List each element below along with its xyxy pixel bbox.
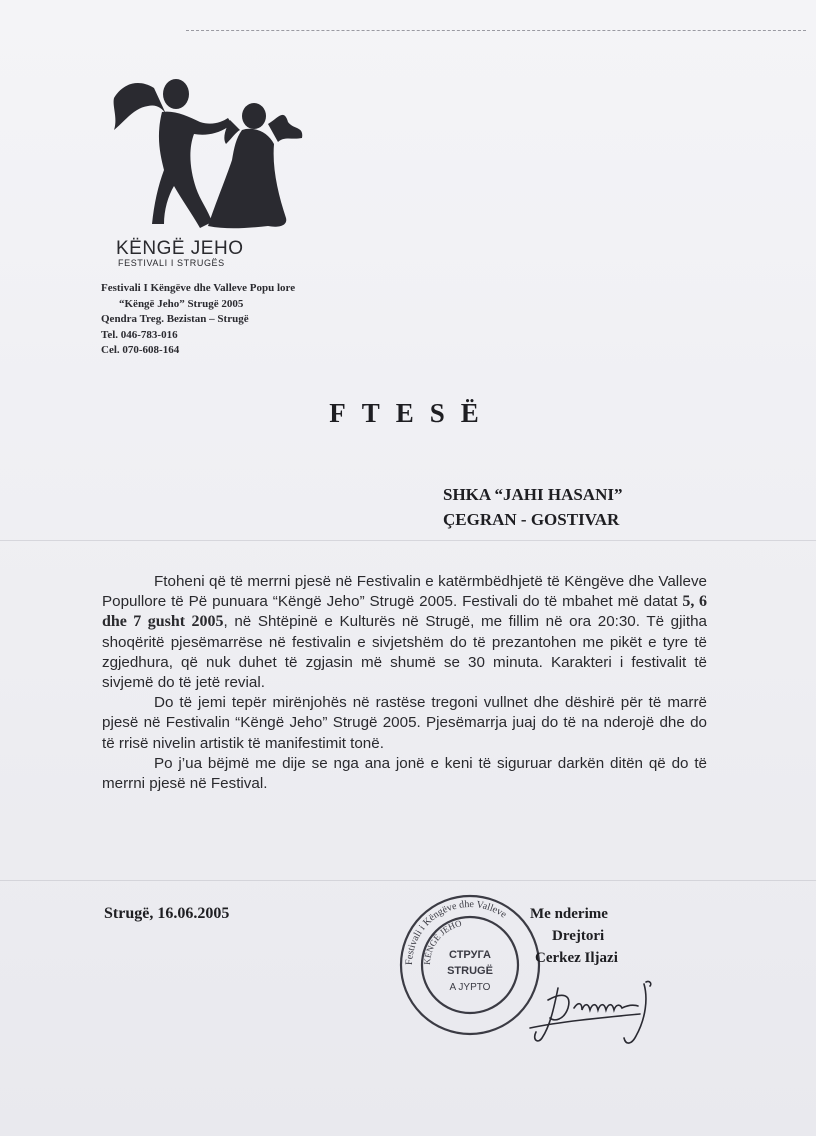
letterhead-phone: Tel. 046-783-016 <box>101 328 178 341</box>
signatory-title: Drejtori <box>552 928 605 944</box>
handwritten-signature-icon <box>528 978 678 1050</box>
stamp-outer-text: Festivali i Këngëve dhe Valleve <box>403 898 509 966</box>
recipient-location: ÇEGRAN - GOSTIVAR <box>443 510 620 529</box>
stamp-center-top: СТРУГА <box>449 949 491 961</box>
letterhead-line: Qendra Treg. Bezistan – Strugë <box>101 313 249 325</box>
paper-fold-line <box>0 880 816 881</box>
logo-subtitle: FESTIVALI I STRUGËS <box>118 258 225 268</box>
letter-body <box>102 572 707 794</box>
letterhead-mobile: Cel. 070-608-164 <box>101 344 180 356</box>
body-paragraph <box>102 572 707 693</box>
letterhead-line: “Këngë Jeho” Strugë 2005 <box>119 297 244 310</box>
top-dashed-rule <box>186 30 806 31</box>
recipient-block <box>443 482 622 532</box>
logo-name: KËNGË JEHO <box>116 238 244 259</box>
body-paragraph: Po j’ua bëjmë me dije se nga ana jonë e keni të siguruar darkën ditën që do të merrni pjesë në Festival. <box>102 754 707 793</box>
official-stamp-icon <box>397 892 543 1038</box>
document-title: FTESË <box>329 398 495 428</box>
event-dates: 5, 6 dhe 7 gusht 2005 <box>102 593 708 631</box>
stamp-ring-text: KËNGË JEHO <box>421 917 463 966</box>
letter-date: Strugë, 16.06.2005 <box>104 905 230 922</box>
letterhead <box>101 281 381 359</box>
paper-fold-line <box>0 540 816 541</box>
body-text-span: , në Shtëpinë e Kulturës në Strugë, me fillim në ora 20:30. Të gjitha shoqëritë pjesëmarrëse në festivalin e sivjetshëm do të prezantohen me pikët e tyre të zgjedhura, që nuk duhet të zgjasin më shumë se 30 minuta. Karakteri i festivalit të sivjemë do të jetë revial. <box>102 613 707 692</box>
stamp-center-mid: STRUGË <box>447 965 493 977</box>
stamp-center-bottom: A JYPTO <box>449 982 491 993</box>
body-paragraph: Do të jemi tepër mirënjohës në rastëse tregoni vullnet dhe dëshirë për të marrë pjesë në Festivalin “Këngë Jeho” Strugë 2005. Pjesëmarrja juaj do të na nderojë dhe do të rrisë nivelin artistik të manifestimit tonë. <box>102 694 707 752</box>
signatory-name: Cerkez Ilјazi <box>535 950 618 966</box>
letterhead-line: Festivali I Këngëve dhe Valleve Popu lore <box>101 282 296 294</box>
signature-block <box>530 903 618 969</box>
recipient-name: SHKA “JAHI HASANI” <box>443 485 623 504</box>
closing-salutation: Me nderime <box>530 906 608 922</box>
body-text-span: Ftoheni që të merrni pjesë në Festivalin e katërmbëdhjetë të Këngëve dhe Valleve Popullore të Pë punuara “Këngë Jeho” Strugë 2005. Festivali do të mbahet më datat <box>102 573 707 611</box>
